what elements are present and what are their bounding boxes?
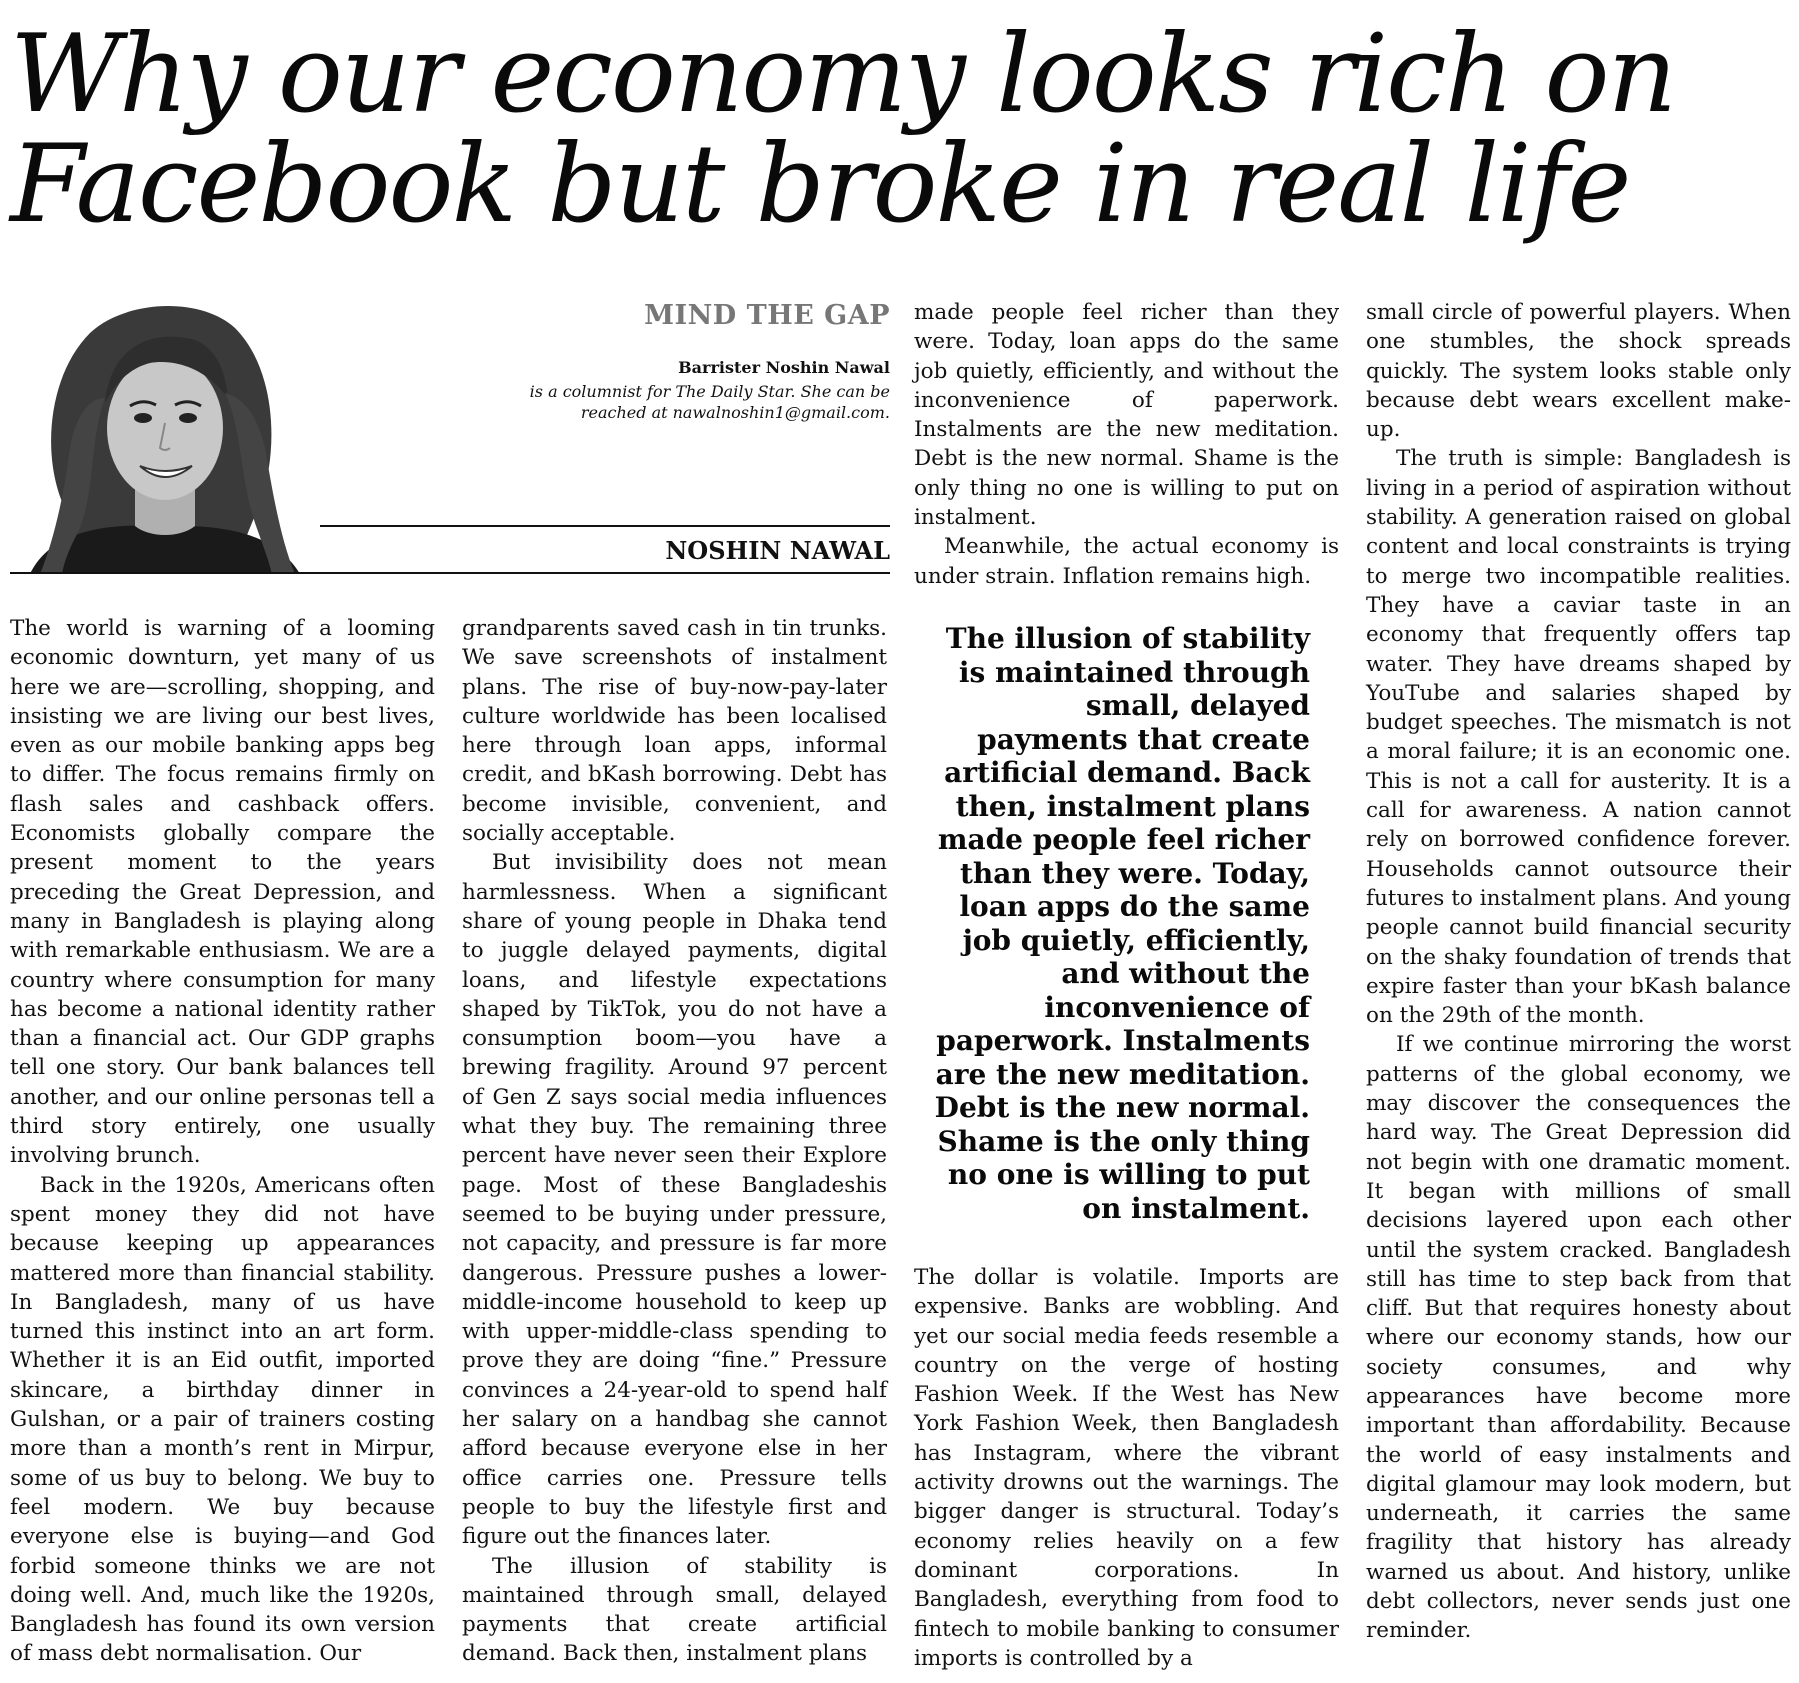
article-column-1 xyxy=(10,614,435,1669)
author-label: NOSHIN NAWAL xyxy=(665,536,890,565)
paragraph: grandparents saved cash in tin trunks. We save screenshots of instalment plans. The rise of buy-now-pay-later culture worldwide has been localised here through loan apps, informal credit, and bKash borrowing. Debt has become invisible, convenient, and socially acceptable. xyxy=(462,616,887,847)
byline-rule xyxy=(320,525,890,527)
paragraph: Meanwhile, the actual economy is under strain. Inflation remains high. xyxy=(914,534,1339,589)
paragraph: The world is warning of a looming economic downturn, yet many of us here we are—scrolling, shopping, and insisting we are living our best lives, even as our mobile banking apps beg to differ. The focus remains firmly on flash sales and cashback offers. Economists globally compare the present moment to the years preceding the Great Depression, and many in Bangladesh is playing along with remarkable enthusiasm. We are a country where consumption for many has become a national identity rather than a financial act. Our GDP graphs tell one story. Our bank balances tell another, and our online personas tell a third story entirely, one usually involving brunch. xyxy=(10,616,435,1169)
pull-quote: The illusion of stability is maintained through small, delayed payments that create artificial demand. Back then, instalment plans made people feel richer than they were. Today, loan apps do the same job quietly, efficiently, and without the inconvenience of paperwork. Instalments are the new meditation. Debt is the new normal. Shame is the only thing no one is willing to put on instalment. xyxy=(934,622,1310,1225)
article-column-3-top xyxy=(914,298,1339,591)
headline-line-1: Why our economy looks rich on xyxy=(10,12,1676,137)
paragraph: made people feel richer than they were. Today, loan apps do the same job quietly, efficiently, and without the inconvenience of paperwork. Instalments are the new meditation. Debt is the new normal. Shame is the only thing no one is willing to put on instalment. xyxy=(914,300,1339,531)
article-column-4 xyxy=(1366,298,1791,1646)
paragraph: small circle of powerful players. When one stumbles, the shock spreads quickly. The system looks stable only because debt wears excellent make-up. xyxy=(1366,300,1791,443)
byline-name: Barrister Noshin Nawal xyxy=(678,358,890,377)
headline-line-2: Facebook but broke in real life xyxy=(10,122,1630,247)
byline-note: is a columnist for The Daily Star. She can be reached at nawalnoshin1@gmail.com. xyxy=(529,382,890,422)
paragraph: But invisibility does not mean harmlessness. When a significant share of young people in Dhaka tend to juggle delayed payments, digital loans, and lifestyle expectations shaped by TikTok, you do not have a consumption boom—you have a brewing fragility. Around 97 percent of Gen Z says social media influences what they buy. The remaining three percent have never seen their Explore page. Most of these Bangladeshis seemed to be buying under pressure, not capacity, and pressure is far more dangerous. Pressure pushes a lower-middle-income household to keep up with upper-middle-class spending to prove they are doing “fine.” Pressure convinces a 24-year-old to spend half her salary on a handbag she cannot afford because everyone else in her office carries one. Pressure tells people to buy the lifestyle first and figure out the finances later. xyxy=(462,850,887,1550)
header-rule xyxy=(10,572,890,574)
article-column-3-bottom xyxy=(914,1263,1339,1673)
author-portrait xyxy=(10,288,322,574)
paragraph: The dollar is volatile. Imports are expensive. Banks are wobbling. And yet our social media feeds resemble a country on the verge of hosting Fashion Week. If the West has New York Fashion Week, then Bangladesh has Instagram, where the vibrant activity drowns out the warnings. The bigger danger is structural. Today’s economy relies heavily on a few dominant corporations. In Bangladesh, everything from food to fintech to mobile banking to consumer imports is controlled by a xyxy=(914,1265,1339,1671)
column-kicker: MIND THE GAP xyxy=(644,300,890,331)
paragraph: Back in the 1920s, Americans often spent money they did not have because keeping up appearances mattered more than financial stability. In Bangladesh, many of us have turned this instinct into an art form. Whether it is an Eid outfit, imported skincare, a birthday dinner in Gulshan, or a pair of trainers costing more than a month’s rent in Mirpur, some of us buy to belong. We buy to feel modern. We buy because everyone else is buying—and God forbid someone thinks we are not doing well. And, much like the 1920s, Bangladesh has found its own version of mass debt normalisation. Our xyxy=(10,1172,435,1667)
headline xyxy=(10,12,1790,247)
paragraph: If we continue mirroring the worst patterns of the global economy, we may discover the consequences the hard way. The Great Depression did not begin with one dramatic moment. It began with millions of small decisions layered upon each other until the system cracked. Bangladesh still has time to step back from that cliff. But that requires honesty about where our economy stands, how our society consumes, and why appearances have become more important than affordability. Because the world of easy instalments and digital glamour may look modern, but underneath, it carries the same fragility that history has already warned us about. And history, unlike debt collectors, never sends just one reminder. xyxy=(1366,1032,1791,1644)
paragraph: The truth is simple: Bangladesh is living in a period of aspiration without stability. A generation raised on global content and local constraints is trying to merge two incompatible realities. They have a caviar taste in an economy that frequently offers tap water. They have dreams shaped by YouTube and salaries shaped by budget speeches. The mismatch is not a moral failure; it is an economic one. This is not a call for austerity. It is a call for awareness. A nation cannot rely on borrowed confidence forever. Households cannot outsource their futures to instalment plans. And young people cannot build financial security on the shaky foundation of trends that expire faster than your bKash balance on the 29th of the month. xyxy=(1366,446,1791,1029)
paragraph: The illusion of stability is maintained through small, delayed payments that create artificial demand. Back then, instalment plans xyxy=(462,1553,887,1667)
article-column-2 xyxy=(462,614,887,1669)
